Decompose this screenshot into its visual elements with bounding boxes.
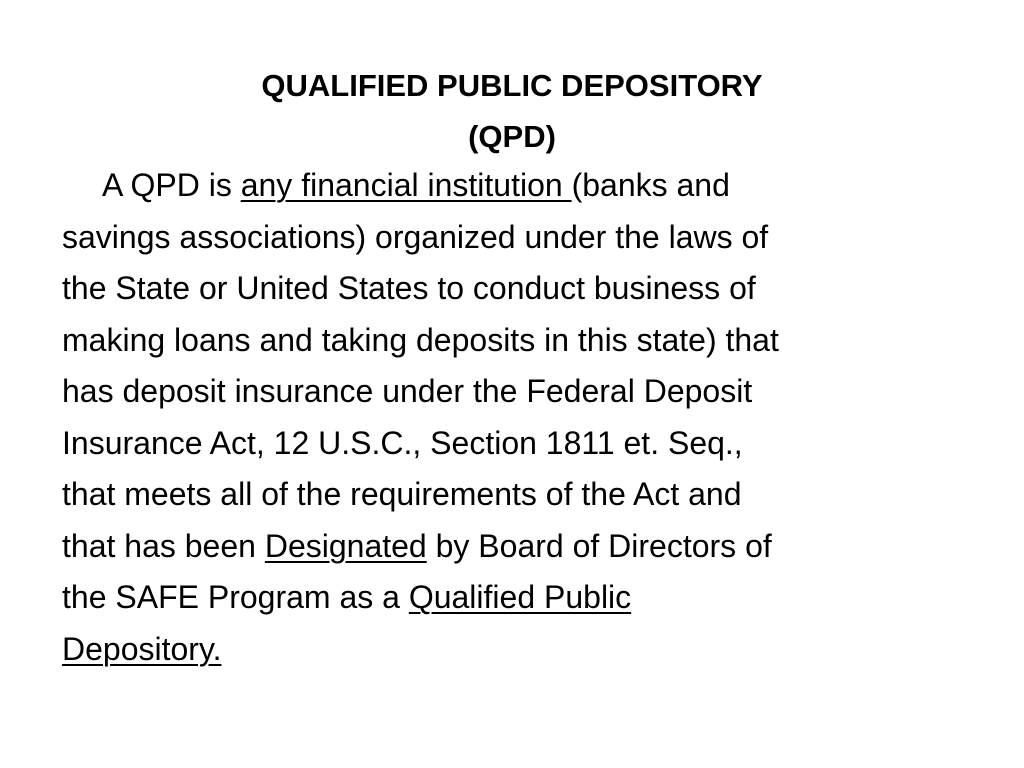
paragraph-line: making loans and taking deposits in this state) that — [62, 321, 779, 358]
paragraph-line — [62, 160, 962, 212]
paragraph-line — [62, 624, 962, 676]
underlined-term: any financial institution — [240, 167, 572, 203]
title-line-2: (QPD) — [468, 119, 556, 154]
slide-title — [0, 60, 1024, 162]
underlined-term: Designated — [264, 527, 427, 564]
text-run: (banks and — [571, 167, 730, 203]
text-run: by Board of Directors of — [426, 527, 772, 564]
paragraph-line — [62, 572, 962, 624]
definition-paragraph — [62, 160, 962, 675]
underlined-term: Qualified Public — [408, 579, 632, 615]
paragraph-line: Insurance Act, 12 U.S.C., Section 1811 et. Seq., — [62, 424, 743, 461]
underlined-term: Depository. — [62, 630, 222, 667]
text-run: the SAFE Program as a — [62, 579, 409, 615]
text-run: that has been — [62, 527, 265, 564]
paragraph-line: has deposit insurance under the Federal Deposit — [62, 373, 753, 409]
paragraph-line: that meets all of the requirements of the Act and — [62, 476, 742, 512]
paragraph-line — [62, 521, 962, 573]
paragraph-line: savings associations) organized under the laws of — [62, 218, 769, 255]
title-line-1: QUALIFIED PUBLIC DEPOSITORY — [261, 68, 763, 103]
text-run: A QPD is — [102, 167, 241, 203]
paragraph-line: the State or United States to conduct business of — [62, 270, 756, 306]
